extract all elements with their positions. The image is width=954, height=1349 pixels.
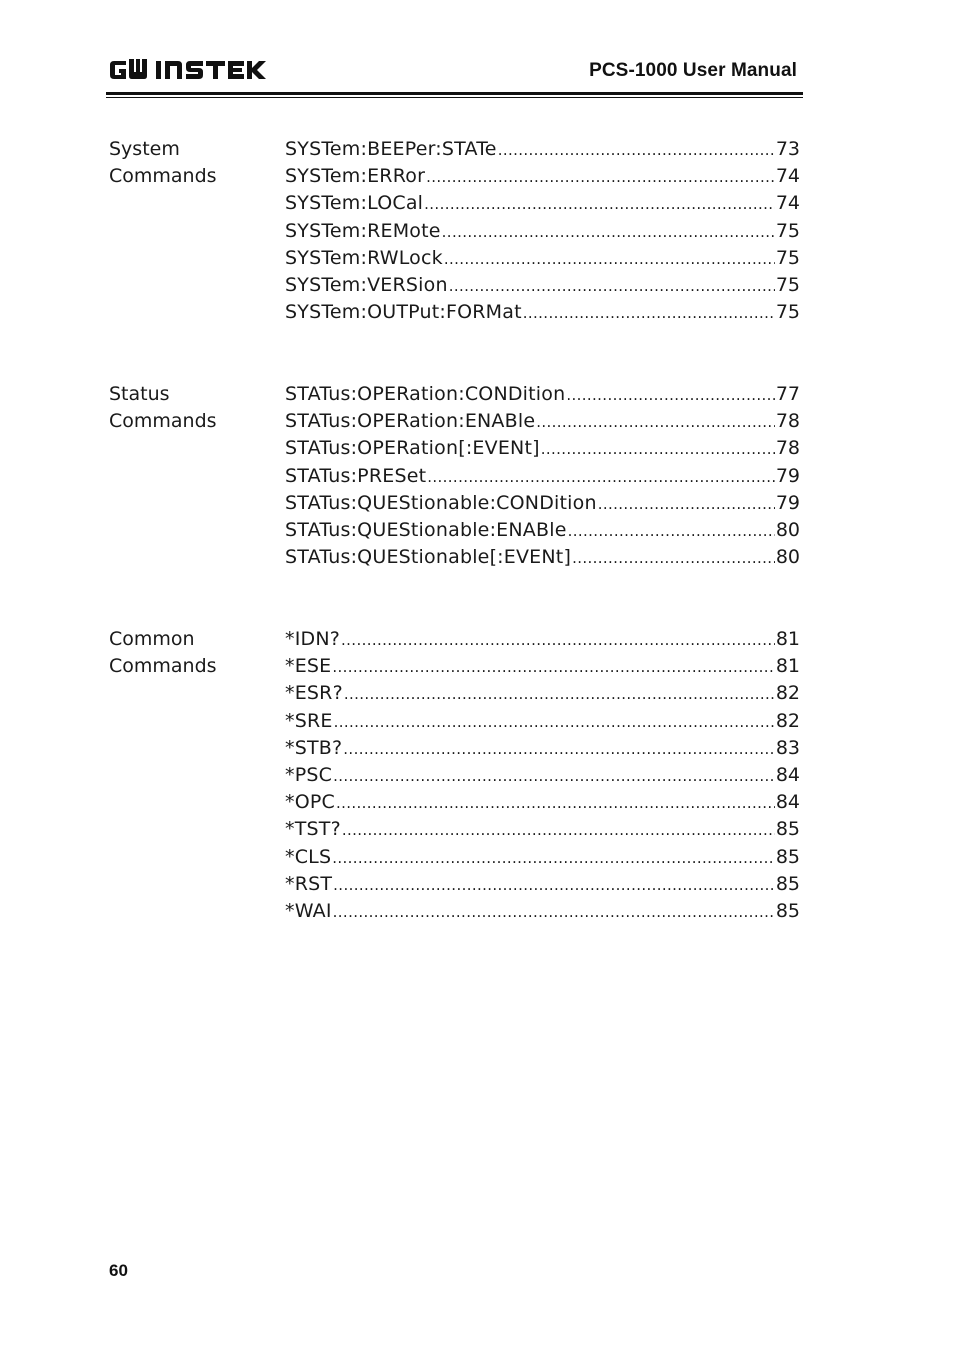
- dot-leader: [566, 382, 774, 409]
- toc-entry[interactable]: [285, 381, 800, 408]
- toc-entry[interactable]: [285, 299, 800, 326]
- entry-page: 79: [775, 491, 800, 514]
- section-label: [109, 626, 279, 680]
- entry-command: *RST: [285, 872, 333, 895]
- toc-entry[interactable]: [285, 517, 800, 544]
- toc-entry[interactable]: [285, 789, 800, 816]
- entry-command: SYSTem:BEEPer:STATe: [285, 138, 497, 160]
- header-rule-thin: [106, 97, 803, 98]
- dot-leader: [426, 164, 775, 191]
- toc-entry[interactable]: [285, 653, 800, 680]
- entry-command: SYSTem:OUTPut:FORMat: [285, 301, 522, 324]
- entry-command: SYSTem:VERSion: [285, 273, 448, 296]
- toc-entry[interactable]: [285, 435, 800, 462]
- toc-entry[interactable]: [285, 871, 800, 898]
- entry-command: SYSTem:RWLock: [285, 246, 443, 269]
- entry-command: STATus:QUEStionable[:EVENt]: [285, 546, 572, 569]
- toc-entry[interactable]: [285, 490, 800, 517]
- entry-command: *TST?: [285, 818, 341, 841]
- toc-entry[interactable]: [285, 136, 800, 163]
- dot-leader: [332, 845, 775, 872]
- entry-command: *CLS: [285, 845, 332, 868]
- dot-leader: [333, 899, 775, 926]
- section-label-line: Common: [109, 628, 195, 650]
- entry-command: *ESE: [285, 655, 332, 678]
- entry-page: 85: [775, 872, 800, 895]
- dot-leader: [427, 464, 775, 491]
- entry-command: STATus:OPERation[:EVENt]: [285, 437, 540, 460]
- dot-leader: [598, 491, 775, 518]
- toc-entry[interactable]: [285, 544, 800, 571]
- toc-entry[interactable]: [285, 735, 800, 762]
- entry-page: 75: [775, 301, 800, 324]
- toc-entry[interactable]: [285, 245, 800, 272]
- toc-entry[interactable]: [285, 626, 800, 653]
- page-number: 60: [109, 1261, 128, 1280]
- dot-leader: [541, 436, 775, 463]
- section-label: [109, 381, 279, 435]
- entry-page: 84: [775, 763, 800, 786]
- dot-leader: [536, 409, 775, 436]
- header-rule: [106, 92, 803, 95]
- dot-leader: [572, 545, 775, 572]
- toc-entry[interactable]: [285, 708, 800, 735]
- entry-command: *IDN?: [285, 628, 341, 650]
- entry-page: 80: [775, 546, 800, 569]
- entry-page: 79: [775, 464, 800, 487]
- entry-command: STATus:OPERation:ENABle: [285, 410, 536, 433]
- dot-leader: [341, 627, 775, 654]
- entry-command: SYSTem:ERRor: [285, 165, 426, 188]
- entry-command: *OPC: [285, 791, 335, 814]
- entry-page: 73: [775, 138, 800, 160]
- toc-entry[interactable]: [285, 408, 800, 435]
- entry-page: 74: [775, 192, 800, 215]
- entry-page: 82: [775, 682, 800, 705]
- dot-leader: [498, 137, 775, 164]
- dot-leader: [334, 709, 775, 736]
- entry-page: 78: [775, 437, 800, 460]
- entry-page: 81: [775, 655, 800, 678]
- toc-entry-list: [285, 136, 800, 326]
- brand-logo: [108, 55, 278, 85]
- entry-command: *PSC: [285, 763, 333, 786]
- entry-page: 77: [775, 383, 800, 405]
- entry-command: SYSTem:REMote: [285, 219, 441, 242]
- dot-leader: [336, 790, 775, 817]
- entry-command: STATus:PRESet: [285, 464, 427, 487]
- entry-command: STATus:QUEStionable:CONDition: [285, 491, 597, 514]
- entry-page: 74: [775, 165, 800, 188]
- entry-command: STATus:QUEStionable:ENABle: [285, 518, 567, 541]
- section-label-line: Status: [109, 383, 170, 405]
- toc-entry[interactable]: [285, 218, 800, 245]
- entry-page: 75: [775, 246, 800, 269]
- dot-leader: [333, 763, 775, 790]
- entry-page: 75: [775, 273, 800, 296]
- manual-title: PCS-1000 User Manual: [589, 60, 797, 81]
- entry-command: *WAI: [285, 899, 332, 922]
- toc-entry-list: [285, 381, 800, 571]
- entry-command: SYSTem:LOCal: [285, 192, 424, 215]
- dot-leader: [342, 817, 775, 844]
- section-label-line: Commands: [109, 655, 217, 677]
- entry-page: 75: [775, 219, 800, 242]
- entry-command: STATus:OPERation:CONDition: [285, 383, 566, 405]
- dot-leader: [444, 246, 775, 273]
- section-label-line: Commands: [109, 410, 217, 432]
- dot-leader: [523, 300, 775, 327]
- entry-command: *ESR?: [285, 682, 343, 705]
- entry-page: 78: [775, 410, 800, 433]
- entry-page: 83: [775, 736, 800, 759]
- toc-entry[interactable]: [285, 844, 800, 871]
- toc-entry[interactable]: [285, 762, 800, 789]
- section-label: [109, 136, 279, 190]
- dot-leader: [332, 654, 774, 681]
- section-label-line: System: [109, 138, 180, 160]
- toc-entry[interactable]: [285, 463, 800, 490]
- entry-page: 84: [775, 791, 800, 814]
- toc-entry[interactable]: [285, 272, 800, 299]
- gw-instek-logo-icon: [108, 55, 278, 85]
- toc-entry[interactable]: [285, 816, 800, 843]
- entry-page: 80: [775, 518, 800, 541]
- dot-leader: [568, 518, 775, 545]
- dot-leader: [344, 681, 775, 708]
- entry-page: 85: [775, 899, 800, 922]
- entry-command: *STB?: [285, 736, 343, 759]
- toc-entry[interactable]: [285, 680, 800, 707]
- entry-page: 85: [775, 818, 800, 841]
- dot-leader: [333, 872, 775, 899]
- dot-leader: [442, 219, 775, 246]
- dot-leader: [343, 736, 775, 763]
- dot-leader: [424, 191, 775, 218]
- toc-entry-list: [285, 626, 800, 925]
- entry-page: 82: [775, 709, 800, 732]
- toc-entry[interactable]: [285, 190, 800, 217]
- entry-command: *SRE: [285, 709, 333, 732]
- entry-page: 85: [775, 845, 800, 868]
- entry-page: 81: [775, 628, 800, 650]
- section-label-line: Commands: [109, 165, 217, 187]
- dot-leader: [449, 273, 775, 300]
- toc-entry[interactable]: [285, 163, 800, 190]
- toc-entry[interactable]: [285, 898, 800, 925]
